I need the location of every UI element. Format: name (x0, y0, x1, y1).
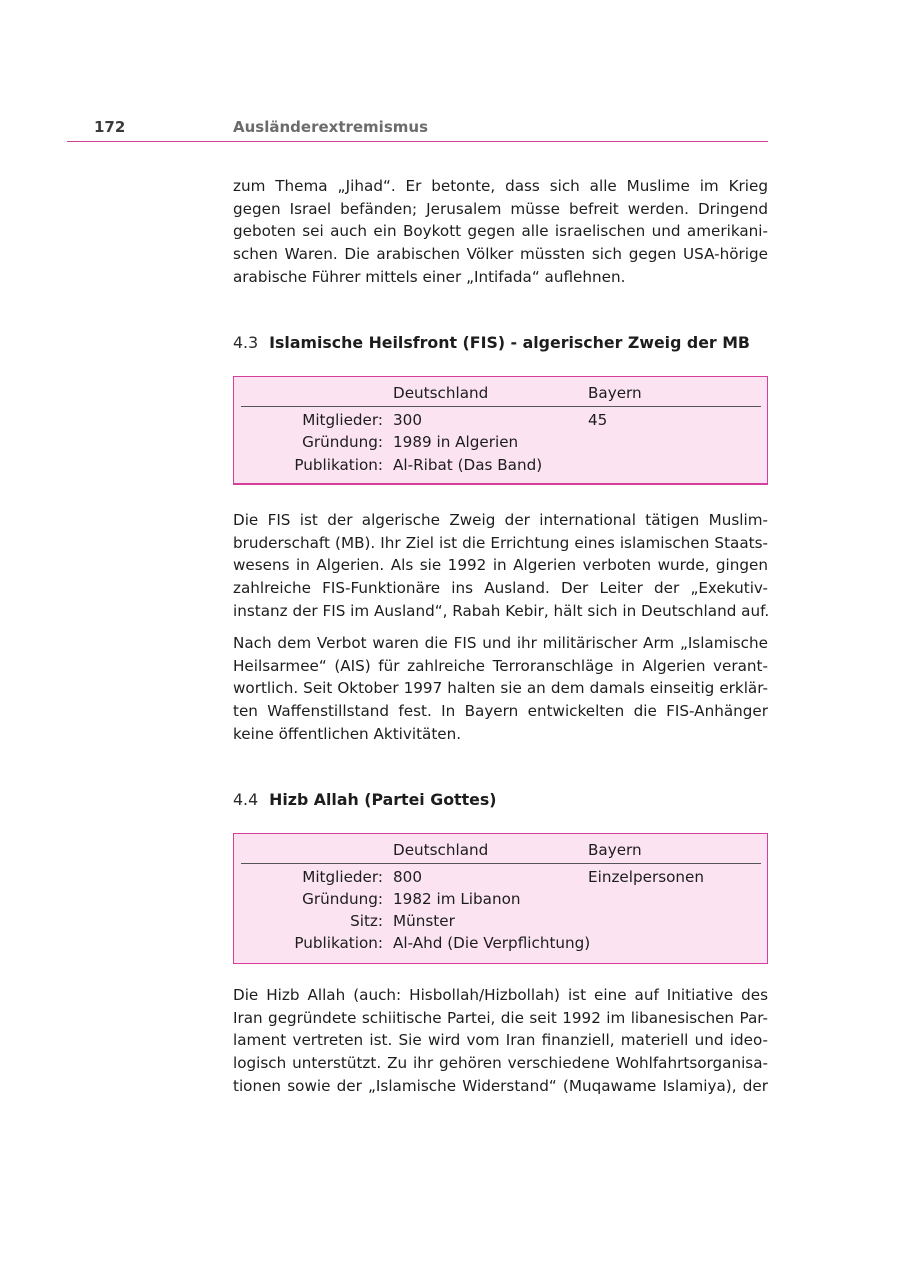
hizb-info-box (233, 833, 768, 964)
row-label: Mitglieder: (302, 868, 383, 886)
text-line: lament vertreten ist. Sie wird vom Iran finanziell, materiell und ideo- (233, 1031, 768, 1050)
section-number: 4.3 (233, 333, 259, 352)
text-line: instanz der FIS im Ausland“, Rabah Kebir, hält sich in Deutschland auf. (233, 601, 770, 620)
text-line: wesens in Algerien. Als sie 1992 in Algerien verboten wurde, gingen (233, 556, 768, 575)
row-value-germany: 1982 im Libanon (393, 890, 521, 908)
section-title: Islamische Heilsfront (FIS) - algerischer Zweig der MB (269, 333, 750, 352)
text-line: gegen Israel befänden; Jerusalem müsse befreit werden. Dringend (233, 199, 768, 218)
table-header-rule (241, 406, 761, 407)
column-header-bavaria: Bayern (588, 384, 642, 402)
row-label: Publikation: (294, 934, 383, 952)
row-value-germany: Münster (393, 912, 455, 930)
column-header-germany: Deutschland (393, 841, 489, 859)
text-line: zahlreiche FIS-Funktionäre ins Ausland. Der Leiter der „Exekutiv- (233, 579, 768, 598)
table-row (234, 934, 767, 956)
row-label: Publikation: (294, 456, 383, 474)
text-line: tionen sowie der „Islamische Widerstand“ (Muqawame Islamiya), der (233, 1076, 768, 1095)
text-line: wortlich. Seit Oktober 1997 halten sie an dem damals einseitig erklär- (233, 679, 768, 698)
section-title: Hizb Allah (Partei Gottes) (269, 790, 497, 809)
row-value-germany: 1989 in Algerien (393, 433, 519, 451)
row-value-bavaria: Einzelpersonen (588, 868, 705, 886)
row-value-germany: 300 (393, 411, 422, 429)
row-label: Mitglieder: (302, 411, 383, 429)
page-number: 172 (94, 118, 126, 136)
section-heading-fis (233, 333, 750, 352)
running-title: Ausländerextremismus (233, 118, 428, 136)
text-line: keine öffentlichen Aktivitäten. (233, 724, 462, 743)
row-label: Gründung: (302, 433, 383, 451)
intro-paragraph (233, 175, 768, 289)
table-header-rule (241, 863, 761, 864)
fis-info-box (233, 376, 768, 485)
text-line: bruderschaft (MB). Ihr Ziel ist die Errichtung eines islamischen Staats- (233, 533, 768, 552)
row-value-germany: Al-Ribat (Das Band) (393, 456, 543, 474)
text-line: schen Waren. Die arabischen Völker müssten sich gegen USA-hörige (233, 245, 768, 264)
fis-paragraph-1 (233, 509, 768, 623)
text-line: Die Hizb Allah (auch: Hisbollah/Hizbollah) ist eine auf Initiative des (233, 986, 768, 1004)
row-label: Gründung: (302, 890, 383, 908)
text-line: Die FIS ist der algerische Zweig der international tätigen Muslim- (233, 511, 768, 529)
fis-paragraph-2 (233, 632, 768, 746)
text-line: Iran gegründete schiitische Partei, die seit 1992 im libanesischen Par- (233, 1008, 768, 1027)
row-label: Sitz: (350, 912, 383, 930)
table-row (234, 868, 767, 890)
section-heading-hizb (233, 790, 496, 809)
section-number: 4.4 (233, 790, 259, 809)
text-line: Nach dem Verbot waren die FIS und ihr militärischer Arm „Islamische (233, 634, 768, 652)
text-line: ten Waffenstillstand fest. In Bayern entwickelten die FIS-Anhänger (233, 702, 768, 721)
header-rule (67, 141, 768, 142)
text-line: arabische Führer mittels einer „Intifada“ auflehnen. (233, 267, 626, 286)
table-row (234, 912, 767, 934)
column-header-germany: Deutschland (393, 384, 489, 402)
column-header-bavaria: Bayern (588, 841, 642, 859)
row-value-germany: Al-Ahd (Die Verpflichtung) (393, 934, 591, 952)
text-line: Heilsarmee“ (AIS) für zahlreiche Terroranschläge in Algerien verant- (233, 656, 768, 675)
row-value-germany: 800 (393, 868, 422, 886)
text-line: logisch unterstützt. Zu ihr gehören verschiedene Wohlfahrtsorganisa- (233, 1054, 768, 1073)
table-row (234, 456, 767, 478)
table-row (234, 890, 767, 912)
table-row (234, 433, 767, 455)
row-value-bavaria: 45 (588, 411, 608, 429)
text-line: geboten sei auch ein Boykott gegen alle israelischen und amerikani- (233, 222, 768, 241)
table-row (234, 411, 767, 433)
text-line: zum Thema „Jihad“. Er betonte, dass sich alle Muslime im Krieg (233, 177, 768, 195)
hizb-paragraph-1 (233, 984, 768, 1098)
